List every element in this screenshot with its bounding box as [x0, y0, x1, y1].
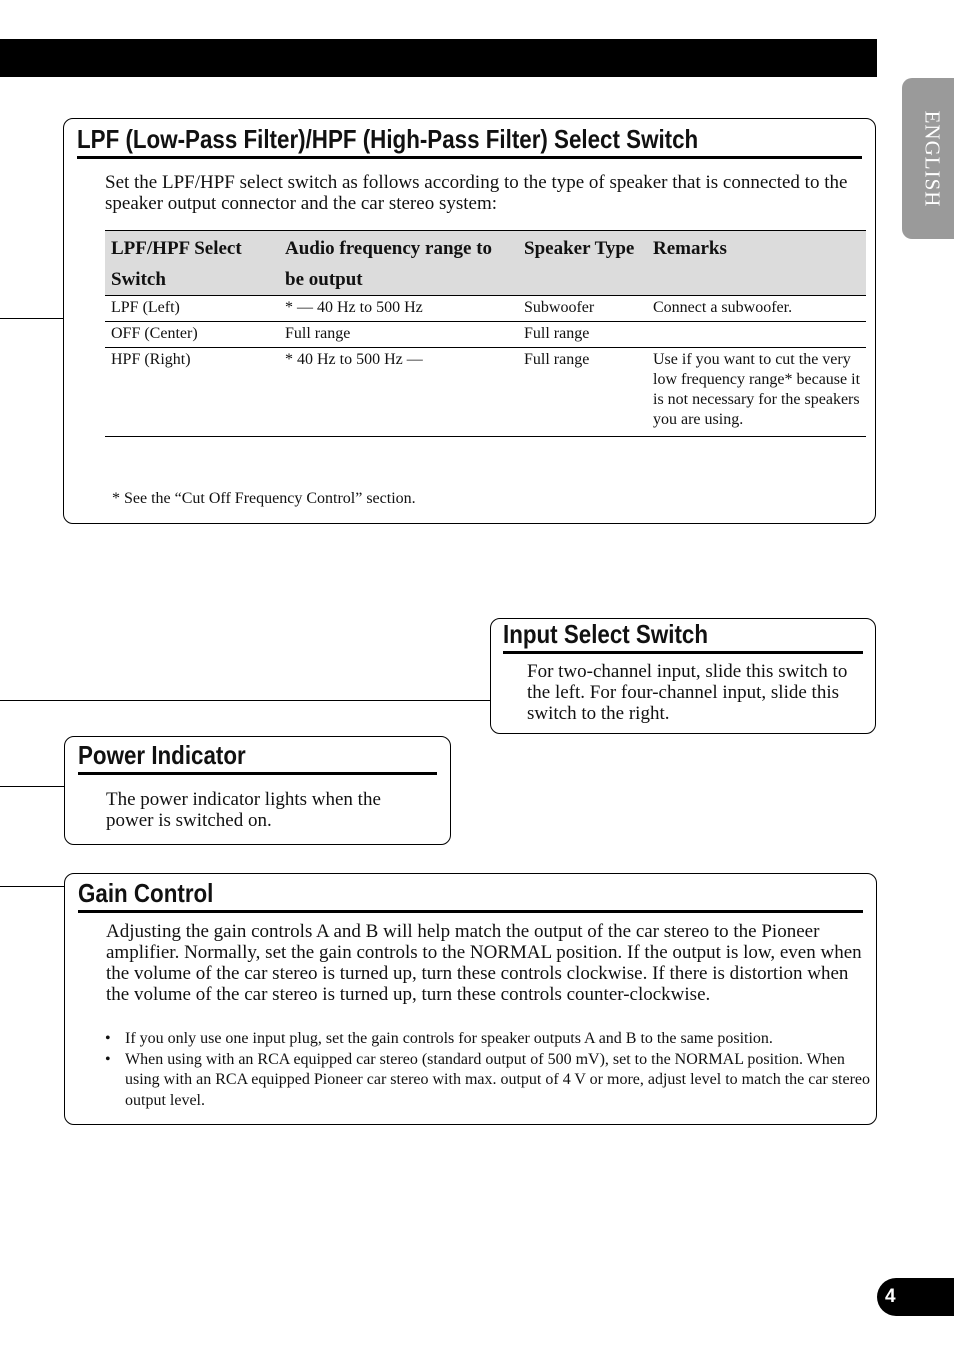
- table-cell: Full range: [518, 322, 647, 348]
- table-header-row: [105, 231, 866, 296]
- page-number: 4: [877, 1278, 954, 1316]
- table-row: [105, 322, 866, 348]
- table-cell: Full range: [518, 348, 647, 437]
- input-select-text: For two-channel input, slide this switch to the left. For four-channel input, slide this switch to the right.: [527, 661, 848, 724]
- table-cell: * 40 Hz to 500 Hz —: [279, 348, 518, 437]
- input-select-title-rule: [503, 651, 863, 654]
- power-indicator-text: The power indicator lights when the power is switched on.: [106, 789, 381, 831]
- table-header-cell: Audio frequency range to be output: [279, 231, 518, 296]
- list-item: • When using with an RCA equipped car stereo (standard output of 500 mV), set to the NORMAL position. When using with an RCA equipped Pioneer car stereo with max. output of 4 V or more, adjust level to match the car stereo output level.: [105, 1050, 870, 1112]
- table-header-cell: Speaker Type: [518, 231, 647, 296]
- table-cell: OFF (Center): [105, 322, 279, 348]
- gain-control-title-rule: [78, 910, 863, 913]
- lpf-hpf-intro: Set the LPF/HPF select switch as follows according to the type of speaker that is connected to the speaker output connector and the car stereo system:: [105, 172, 848, 214]
- lpf-hpf-table: [105, 230, 866, 437]
- gain-control-text: Adjusting the gain controls A and B will help match the output of the car stereo to the Pioneer amplifier. Normally, set the gain controls to the NORMAL position. If the output is low, even when the volume of the car stereo is turned up, turn these controls clockwise. If there is distortion when the volume of the car stereo is turned up, turn these controls counter-clockwise.: [106, 921, 862, 1005]
- language-tab-label: ENGLISH: [920, 110, 945, 207]
- table-header-cell: Remarks: [647, 231, 866, 296]
- table-cell: Connect a subwoofer.: [647, 296, 866, 322]
- lpf-hpf-footnote: * See the “Cut Off Frequency Control” section.: [112, 490, 416, 507]
- list-item: • If you only use one input plug, set the gain controls for speaker outputs A and B to the same position.: [105, 1029, 870, 1050]
- lpf-hpf-title-rule: [77, 156, 862, 159]
- power-indicator-title-rule: [78, 772, 437, 775]
- table-cell: Full range: [279, 322, 518, 348]
- table-cell: [647, 322, 866, 348]
- gain-control-bullets: [105, 1029, 870, 1111]
- lpf-hpf-title: LPF (Low-Pass Filter)/HPF (High-Pass Filter) Select Switch: [77, 124, 699, 154]
- input-select-title: Input Select Switch: [503, 619, 709, 649]
- table-row: [105, 296, 866, 322]
- leader-line-lpf: [0, 318, 64, 319]
- gain-control-title: Gain Control: [78, 878, 214, 908]
- language-tab: [902, 78, 954, 239]
- table-header-cell: LPF/HPF Select Switch: [105, 231, 279, 296]
- power-indicator-title: Power Indicator: [78, 740, 246, 770]
- table-row: [105, 348, 866, 437]
- leader-line-input: [0, 700, 491, 701]
- table-cell: Subwoofer: [518, 296, 647, 322]
- table-cell: Use if you want to cut the very low frequency range* because it is not necessary for the speakers you are using.: [647, 348, 866, 437]
- leader-line-power: [0, 786, 65, 787]
- table-cell: HPF (Right): [105, 348, 279, 437]
- header-bar: [0, 39, 877, 77]
- table-cell: * — 40 Hz to 500 Hz: [279, 296, 518, 322]
- leader-line-gain: [0, 886, 65, 887]
- table-cell: LPF (Left): [105, 296, 279, 322]
